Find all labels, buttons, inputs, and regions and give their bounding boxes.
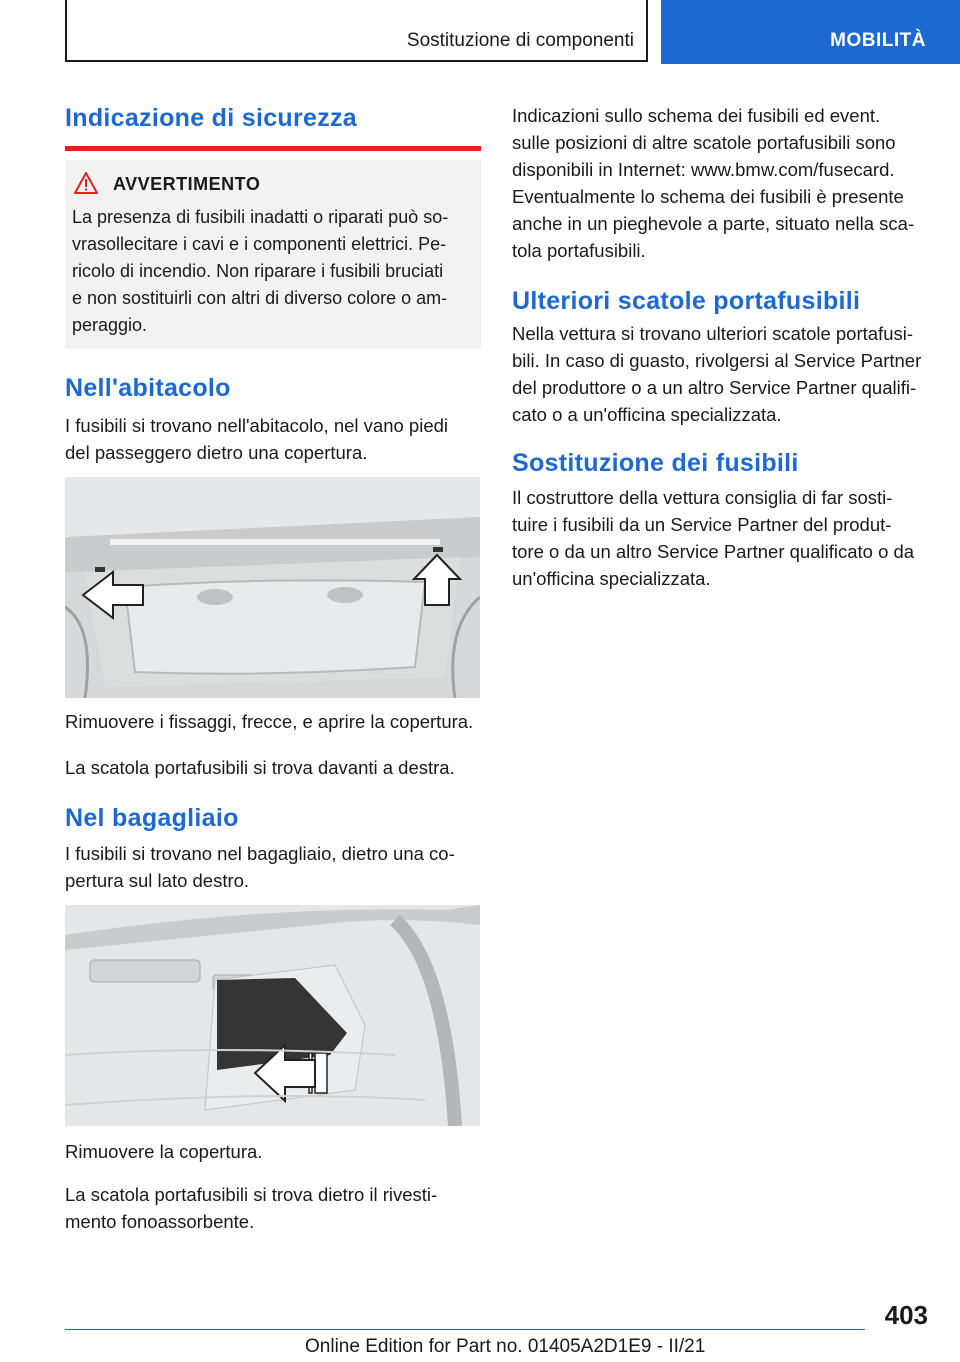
cabin-paragraph — [65, 412, 448, 466]
text-line: Il costruttore della vettura consiglia di far sosti- — [512, 487, 893, 508]
text-line: tuire i fusibili da un Service Partner del produt- — [512, 514, 892, 535]
heading-replace-fuses: Sostituzione dei fusibili — [512, 449, 799, 477]
text-line: La scatola portafusibili si trova dietro il rivesti- — [65, 1184, 438, 1205]
heading-cabin: Nell'abitacolo — [65, 374, 231, 402]
warning-line: vrasollecitare i cavi e i componenti elettrici. Pe- — [72, 234, 447, 254]
warning-line: e non sostituirli con altri di diverso colore o am- — [72, 288, 448, 308]
warning-line: peraggio. — [72, 315, 148, 335]
warning-line: ricolo di incendio. Non riparare i fusibili bruciati — [72, 261, 444, 281]
warning-triangle-icon — [74, 172, 98, 194]
warning-text — [72, 204, 448, 339]
text-line: pertura sul lato destro. — [65, 870, 250, 891]
header-section-box — [65, 0, 648, 62]
warning-line: La presenza di fusibili inadatti o riparati può so- — [72, 207, 449, 227]
heading-more-fuseboxes: Ulteriori scatole portafusibili — [512, 287, 861, 315]
trunk-note — [65, 1181, 437, 1235]
text-line: I fusibili si trovano nel bagagliaio, dietro una co- — [65, 843, 455, 864]
cabin-photo — [65, 477, 480, 698]
text-line: anche in un pieghevole a parte, situato nella sca- — [512, 213, 915, 234]
heading-trunk: Nel bagagliaio — [65, 804, 239, 832]
header-chapter-tab[interactable] — [661, 0, 960, 64]
text-line: mento fonoassorbente. — [65, 1211, 255, 1232]
warning-title: AVVERTIMENTO — [113, 174, 261, 194]
trunk-paragraph — [65, 840, 455, 894]
header-chapter-label: MOBILITÀ — [830, 30, 926, 51]
text-line: bili. In caso di guasto, rivolgersi al Service Partner — [512, 350, 922, 371]
text-line: Indicazioni sullo schema dei fusibili ed event. — [512, 105, 881, 126]
footer-edition: Online Edition for Part no. 01405A2D1E9 - II/21 — [305, 1336, 706, 1357]
text-line: cato o a un'officina specializzata. — [512, 404, 782, 425]
text-line: un'officina specializzata. — [512, 568, 711, 589]
page-number: 403 — [884, 1300, 928, 1330]
text-line: del produttore o a un altro Service Partner qualifi- — [512, 377, 917, 398]
more-paragraph — [512, 320, 921, 428]
text-line: Nella vettura si trovano ulteriori scatole portafusi- — [512, 323, 914, 344]
warning-red-bar — [65, 146, 481, 151]
trunk-photo — [65, 905, 480, 1126]
text-line: I fusibili si trovano nell'abitacolo, nel vano piedi — [65, 415, 449, 436]
intro-paragraph — [512, 102, 896, 183]
cabin-caption: Rimuovere i fissaggi, frecce, e aprire la copertura. — [65, 711, 474, 732]
text-line: tore o da un altro Service Partner qualificato o da — [512, 541, 915, 562]
cabin-note: La scatola portafusibili si trova davanti a destra. — [65, 757, 455, 778]
text-line: del passeggero dietro una copertura. — [65, 442, 368, 463]
text-line: sulle posizioni di altre scatole portafusibili sono — [512, 132, 896, 153]
trunk-caption: Rimuovere la copertura. — [65, 1141, 263, 1162]
replace-paragraph — [512, 484, 914, 592]
text-line: disponibili in Internet: www.bmw.com/fusecard. — [512, 159, 895, 180]
text-line: tola portafusibili. — [512, 240, 646, 261]
intro2-paragraph — [512, 183, 914, 264]
header-section-title: Sostituzione di componenti — [406, 30, 634, 51]
heading-safety: Indicazione di sicurezza — [65, 104, 358, 132]
text-line: Eventualmente lo schema dei fusibili è presente — [512, 186, 904, 207]
footer-divider — [65, 1329, 865, 1330]
